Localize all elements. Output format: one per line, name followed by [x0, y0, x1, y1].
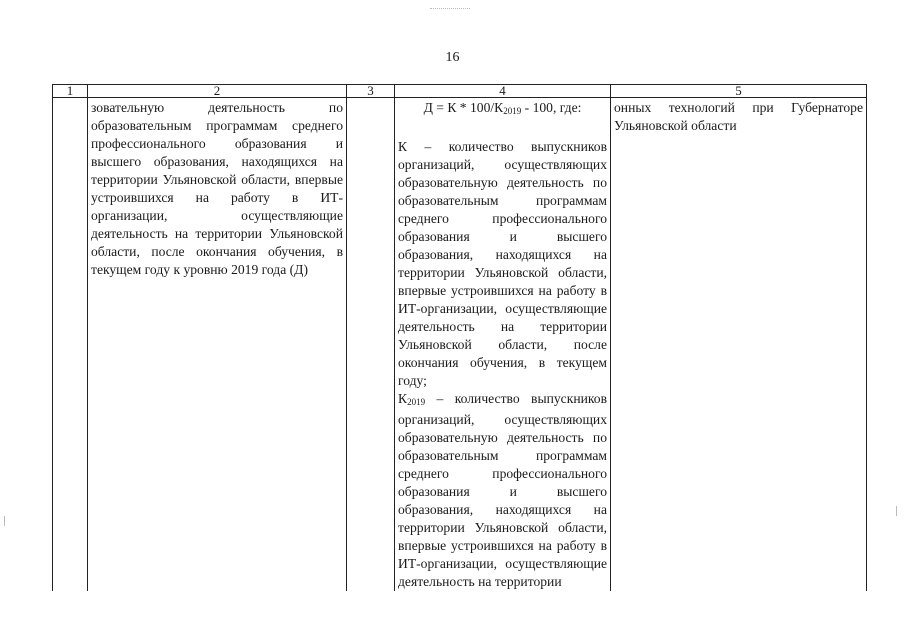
cell-col2	[88, 98, 347, 592]
formula	[398, 99, 607, 120]
column-header-4: 4	[395, 85, 611, 98]
k2019-label: К	[398, 391, 408, 406]
column-header-5: 5	[611, 85, 867, 98]
k2019-definition	[398, 390, 607, 591]
scan-artifact	[4, 516, 5, 526]
cell-col4	[395, 98, 611, 592]
scan-artifact	[430, 8, 470, 11]
column-header-1: 1	[53, 85, 88, 98]
indicator-description: зовательную деятельность по образовательным программам среднего профессионального образования и высшего образования, находящихся на территории Ульяновской области, впервые устроившихся на работу в ИТ-организации, осуществляющие деятельность на территории Ульяновской области, после окончания обучения, в текущем году к уровню 2019 года (Д)	[91, 100, 343, 277]
k2019-subscript: 2019	[407, 397, 426, 407]
formula-prefix: Д = К * 100/К	[423, 100, 504, 115]
cell-col3	[347, 98, 395, 592]
document-table	[52, 84, 867, 591]
cell-col1	[53, 98, 88, 592]
table-row	[53, 98, 867, 592]
column-header-3: 3	[347, 85, 395, 98]
column-header-2: 2	[88, 85, 347, 98]
k2019-text: – количество выпускников организаций, осуществляющих образовательную деятельность по образовательным программам среднего профессионального образования и высшего образования, находящихся на территории Ульяновской области, впервые устроившихся на работу в ИТ-организации, осуществляющие деятельность на территории	[398, 391, 607, 589]
formula-subscript: 2019	[503, 106, 522, 116]
table-header-row	[53, 85, 867, 98]
k-definition: К – количество выпускников организаций, осуществляющих образовательную деятельность по образовательным программам среднего профессионального образования и высшего образования, находящихся на территории Ульяновской области, впервые устроившихся на работу в ИТ-организации, осуществляющие деятельность на территории Ульяновской области, после окончания обучения, в текущем году;	[398, 139, 607, 388]
scan-artifact	[896, 506, 897, 516]
formula-suffix: - 100, где:	[521, 100, 582, 115]
page-number: 16	[445, 50, 460, 65]
cell-col5: онных технологий при Губернаторе Ульяновской области	[611, 98, 867, 592]
